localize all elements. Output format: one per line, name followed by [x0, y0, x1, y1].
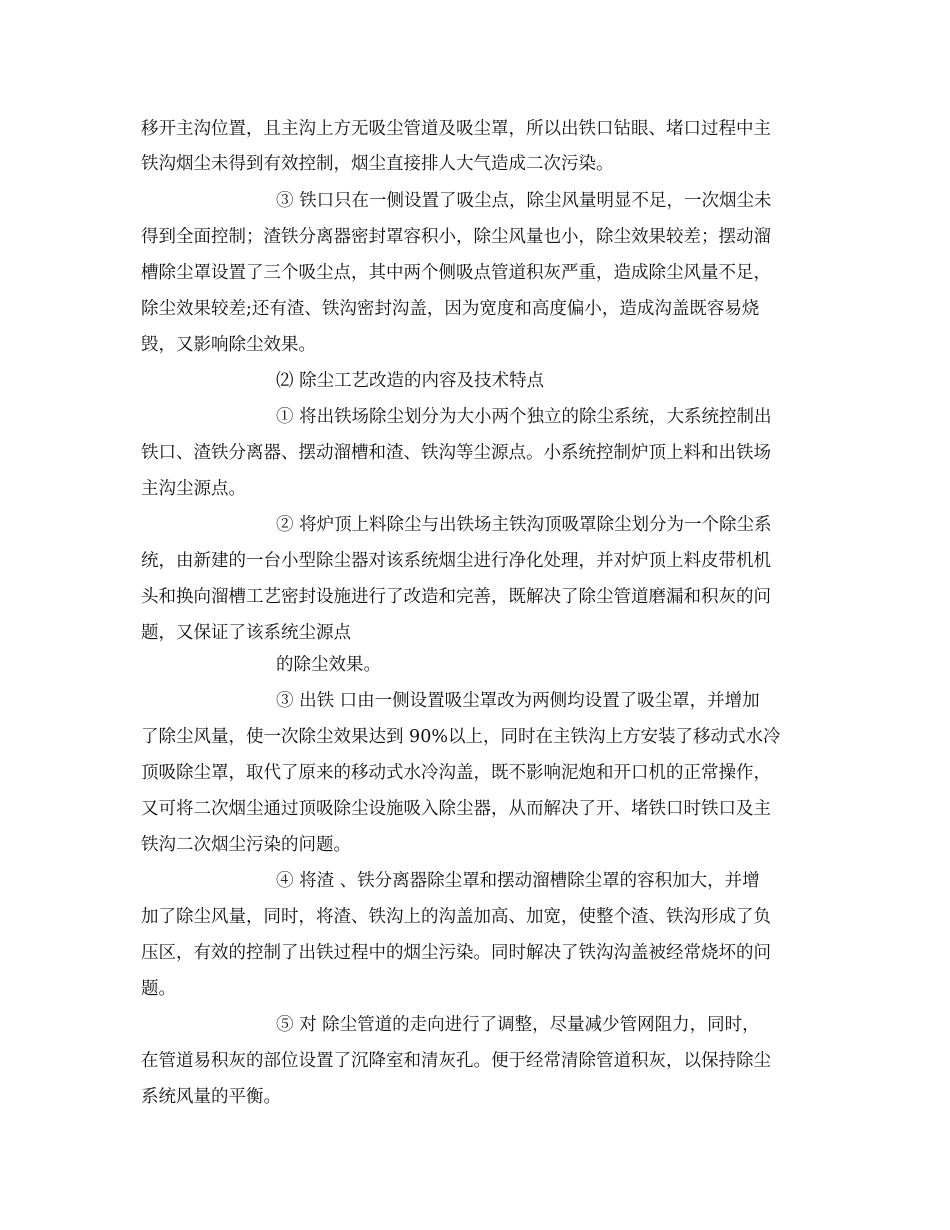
- text-line: [0, 1005, 950, 1045]
- text-line: [0, 144, 950, 184]
- text-line: [0, 217, 950, 257]
- text-line-content: 顶吸除尘罩，取代了原来的移动式水冷沟盖，既不影响泥炮和开口机的正常操作，: [141, 763, 771, 783]
- text-line-content: 得到全面控制；渣铁分离器密封罩容积小，除尘风量也小，除尘效果较差；摆动溜: [141, 227, 771, 247]
- text-line: [0, 1041, 950, 1081]
- text-line: [0, 181, 950, 221]
- text-line: [0, 1077, 950, 1117]
- text-line: [0, 289, 950, 329]
- text-line: [0, 469, 950, 509]
- text-line: [0, 717, 950, 757]
- text-line-content: ④ 将渣 、铁分离器除尘罩和摆动溜槽除尘罩的容积加大，并增: [276, 871, 760, 891]
- text-line-content: 系统风量的平衡。: [141, 1087, 281, 1107]
- text-line-content: 移开主沟位置，且主沟上方无吸尘管道及吸尘罩，所以出铁口钻眼、堵口过程中主: [141, 119, 771, 139]
- text-line-content: 铁口、渣铁分离器、摆动溜槽和渣、铁沟等尘源点。小系统控制炉顶上料和出铁场: [141, 443, 771, 463]
- text-line-content: 题。: [141, 979, 176, 999]
- text-line-content: ⑤ 对 除尘管道的走向进行了调整，尽量减少管网阻力，同时，: [276, 1015, 760, 1035]
- text-line-content: 压区，有效的控制了出铁过程中的烟尘污染。同时解决了铁沟沟盖被经常烧坏的问: [141, 943, 771, 963]
- text-line: [0, 969, 950, 1009]
- text-line: [0, 253, 950, 293]
- text-line: [0, 397, 950, 437]
- text-line-content: 铁沟烟尘未得到有效控制，烟尘直接排人大气造成二次污染。: [141, 154, 614, 174]
- text-line-content: ③ 出铁 口由一侧设置吸尘罩改为两侧均设置了吸尘罩，并增加: [276, 691, 760, 711]
- text-line: [0, 505, 950, 545]
- text-line: [0, 825, 950, 865]
- text-line: [0, 325, 950, 365]
- text-line-content: 题，又保证了该系统尘源点: [141, 623, 351, 643]
- text-line: [0, 645, 950, 685]
- text-line: [0, 753, 950, 793]
- text-line-content: 的除尘效果。: [276, 655, 381, 675]
- text-line-content: 头和换向溜槽工艺密封设施进行了改造和完善，既解决了除尘管道磨漏和积灰的问: [141, 587, 771, 607]
- text-line: [0, 577, 950, 617]
- text-line-content: ① 将出铁场除尘划分为大小两个独立的除尘系统，大系统控制出: [276, 407, 772, 427]
- text-line-content: 统，由新建的一台小型除尘器对该系统烟尘进行净化处理，并对炉顶上料皮带机机: [141, 551, 771, 571]
- section-heading: [0, 361, 950, 401]
- text-line: [0, 789, 950, 829]
- text-line-content: ③ 铁口只在一侧设置了吸尘点，除尘风量明显不足，一次烟尘未: [276, 191, 772, 211]
- text-line: [0, 433, 950, 473]
- text-line: [0, 861, 950, 901]
- text-line-content: 加了除尘风量，同时，将渣、铁沟上的沟盖加高、加宽，使整个渣、铁沟形成了负: [141, 907, 771, 927]
- text-line-content: 在管道易积灰的部位设置了沉降室和清灰孔。便于经常清除管道积灰，以保持除尘: [141, 1051, 771, 1071]
- section-heading-text: ⑵ 除尘工艺改造的内容及技术特点: [276, 371, 545, 391]
- text-line-content: 铁沟二次烟尘污染的问题。: [141, 835, 351, 855]
- text-line: [0, 541, 950, 581]
- text-line-content: 了除尘风量，使一次除尘效果达到 90%以上，同时在主铁沟上方安装了移动式水冷: [141, 727, 781, 747]
- text-line: [0, 933, 950, 973]
- text-line-content: 毁，又影响除尘效果。: [141, 335, 316, 355]
- text-line-content: 槽除尘罩设置了三个吸尘点，其中两个侧吸点管道积灰严重，造成除尘风量不足，: [141, 263, 771, 283]
- text-line-content: 主沟尘源点。: [141, 479, 246, 499]
- text-line: [0, 109, 950, 149]
- text-line: [0, 897, 950, 937]
- text-line: [0, 681, 950, 721]
- text-line-content: 除尘效果较差;还有渣、铁沟密封沟盖，因为宽度和高度偏小，造成沟盖既容易烧: [141, 299, 760, 319]
- text-line-content: ② 将炉顶上料除尘与出铁场主铁沟顶吸罩除尘划分为一个除尘系: [276, 515, 772, 535]
- text-line-content: 又可将二次烟尘通过顶吸除尘设施吸入除尘器，从而解决了开、堵铁口时铁口及主: [141, 799, 771, 819]
